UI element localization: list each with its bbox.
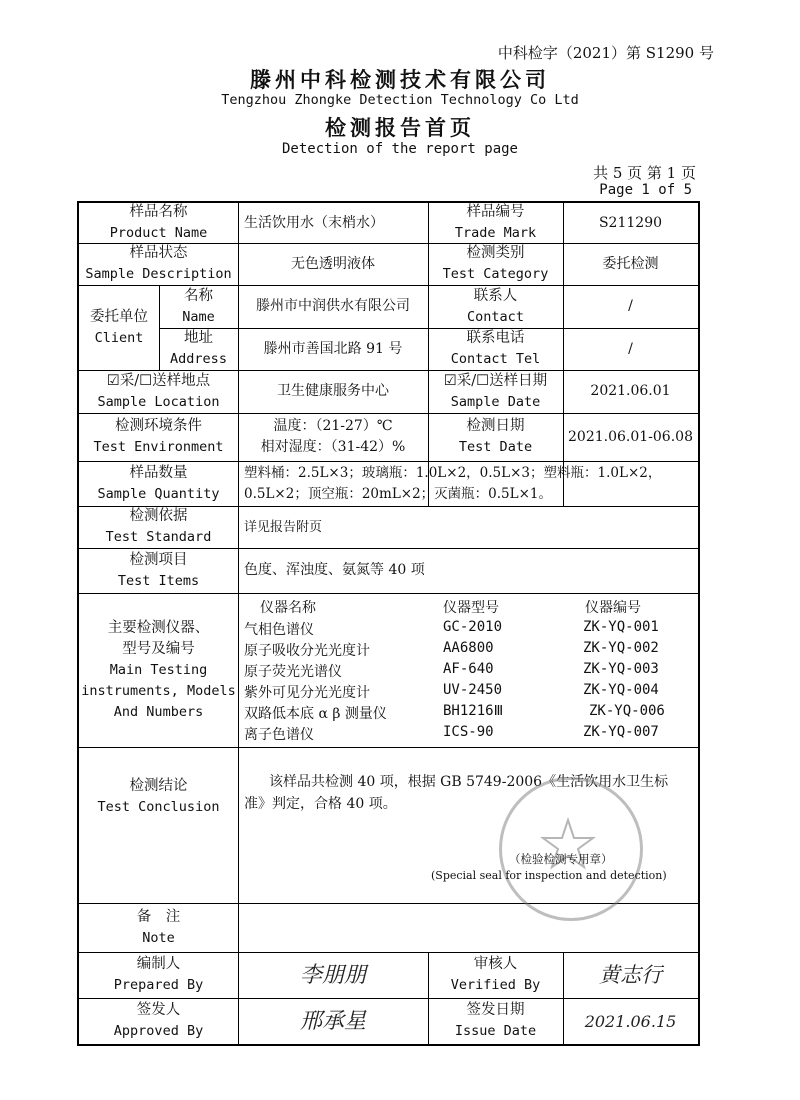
conclusion-text-line2: 准》判定，合格 40 项。 <box>244 796 397 812</box>
conclusion-label: 检测结论 Test Conclusion <box>97 778 220 815</box>
test-category-label: 检测类别 Test Category <box>442 245 549 282</box>
instrument-model: GC-2010 <box>443 619 503 635</box>
product-name-value: 生活饮用水（末梢水） <box>244 214 384 231</box>
instruments-label: 主要检测仪器、 型号及编号 Main Testing instruments, Models And Numbers <box>81 619 236 720</box>
client-label: 委托单位 Client <box>90 308 148 346</box>
sample-location-label: ☑采/☐送样地点 Sample Location <box>97 372 220 410</box>
prepared-by-signature: 李朋朋 <box>299 962 366 988</box>
sample-date-label: ☑采/☐送样日期 Sample Date <box>443 372 548 410</box>
seal-caption-en: (Special seal for inspection and detection) <box>431 869 667 882</box>
contact-tel-value: / <box>628 340 633 357</box>
issue-date-value: 2021.06.15 <box>584 1011 677 1031</box>
test-environment-value: 温度：（21-27）℃ 相对湿度：（31-42）% <box>260 418 406 455</box>
test-category-value: 委托检测 <box>602 255 659 272</box>
sample-location-value: 卫生健康服务中心 <box>277 383 389 399</box>
approved-by-signature: 邢承星 <box>299 1008 366 1034</box>
report-title-cn: 检测报告首页 <box>325 115 475 140</box>
address-label: 地址 Address <box>170 330 227 367</box>
document-number: 中科检字（2021）第 S1290 号 <box>497 44 714 62</box>
page-indicator-cn: 共 5 页 第 1 页 <box>593 164 696 182</box>
verified-by-label: 审核人 Verified By <box>450 956 541 993</box>
instrument-model: AA6800 <box>443 640 494 656</box>
note-label: 备 注 Note <box>136 908 181 946</box>
verified-by-signature: 黄志行 <box>599 962 662 987</box>
test-items-value: 色度、浑浊度、氨氮等 40 项 <box>244 562 425 578</box>
instrument-name: 原子荧光光谱仪 <box>244 664 342 680</box>
sample-quantity-label: 样品数量 Sample Quantity <box>97 464 220 502</box>
test-standard-value: 详见报告附页 <box>244 519 323 535</box>
address-value: 滕州市善国北路 91 号 <box>263 340 403 357</box>
report-table <box>77 201 700 1046</box>
instrument-model: AF-640 <box>443 661 494 677</box>
product-name-label: 样品名称 Product Name <box>109 204 208 241</box>
sample-description-value: 无色透明液体 <box>291 255 375 272</box>
instrument-model: BH1216Ⅲ <box>443 703 504 719</box>
contact-value: / <box>628 298 633 314</box>
instrument-name: 原子吸收分光光度计 <box>244 643 370 659</box>
company-name-en: Tengzhou Zhongke Detection Technology Co Ltd <box>221 92 579 108</box>
instrument-code: ZK-YQ-002 <box>583 640 659 656</box>
instrument-code: ZK-YQ-007 <box>583 724 659 740</box>
contact-label: 联系人 Contact <box>467 287 524 325</box>
client-name-label: 名称 Name <box>182 287 215 325</box>
conclusion-text-line1: 该样品共检测 40 项，根据 GB 5749-2006《生活饮用水卫生标 <box>269 774 669 790</box>
trade-mark-value: S211290 <box>598 214 663 231</box>
instrument-name: 双路低本底 α β 测量仪 <box>244 706 387 722</box>
page-indicator-en: Page 1 of 5 <box>599 182 692 198</box>
test-date-value: 2021.06.01-06.08 <box>568 428 693 445</box>
instrument-code: ZK-YQ-003 <box>583 661 659 677</box>
sample-quantity-value: 塑料桶：2.5L×3；玻璃瓶：1.0L×2，0.5L×3；塑料瓶：1.0L×2， 0.5L×2；顶空瓶：20mL×2；灭菌瓶：0.5L×1。 <box>244 464 662 502</box>
client-name-value: 滕州市中润供水有限公司 <box>256 298 410 314</box>
contact-tel-label: 联系电话 Contact Tel <box>450 330 541 367</box>
sample-date-value: 2021.06.01 <box>590 383 671 399</box>
prepared-by-label: 编制人 Prepared By <box>113 956 204 993</box>
instrument-code: ZK-YQ-006 <box>589 703 665 719</box>
instrument-model: ICS-90 <box>443 724 494 740</box>
report-title-en: Detection of the report page <box>281 141 518 157</box>
instrument-code: ZK-YQ-001 <box>583 619 659 635</box>
instrument-model: UV-2450 <box>443 682 503 698</box>
instrument-name: 气相色谱仪 <box>244 622 314 638</box>
test-date-label: 检测日期 Test Date <box>458 418 533 455</box>
test-items-label: 检测项目 Test Items <box>117 551 200 589</box>
instrument-header-code: 仪器编号 <box>585 600 641 616</box>
instrument-name: 离子色谱仪 <box>244 727 314 743</box>
instrument-name: 紫外可见分光光度计 <box>244 685 370 701</box>
instrument-code: ZK-YQ-004 <box>583 682 659 698</box>
test-environment-label: 检测环境条件 Test Environment <box>93 418 224 455</box>
approved-by-label: 签发人 Approved By <box>113 1002 204 1039</box>
instrument-header-model: 仪器型号 <box>443 600 499 616</box>
issue-date-label: 签发日期 Issue Date <box>454 1002 537 1039</box>
instrument-header-name: 仪器名称 <box>260 600 316 616</box>
official-seal <box>499 777 643 921</box>
trade-mark-label: 样品编号 Trade Mark <box>454 204 537 241</box>
sample-description-label: 样品状态 Sample Description <box>85 245 232 282</box>
seal-caption-cn: （检验检测专用章） <box>509 852 613 866</box>
company-name-cn: 滕州中科检测技术有限公司 <box>250 67 550 92</box>
test-standard-label: 检测依据 Test Standard <box>105 508 212 545</box>
